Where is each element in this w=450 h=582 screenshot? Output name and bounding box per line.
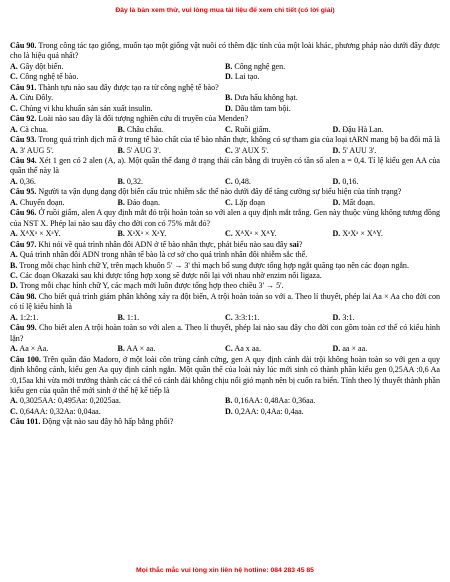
options-row (10, 396, 440, 406)
question-90 (10, 41, 440, 62)
question-number: Câu 94. (10, 155, 37, 165)
question-number: Câu 93. (10, 135, 37, 145)
option-d: D. 3:1. (332, 312, 355, 322)
option-a: A. Cừu Đôly. (10, 93, 54, 103)
statement-b: B. Trong mỗi chạc hình chữ Y, trên mạch khuôn 5' → 3' thì mạch bổ sung được tổng hợp ngắt quãng tạo nên các đoạn ngắn. (10, 260, 409, 270)
option-a: A. 3' AUG 5'. (10, 145, 54, 155)
option-b: B. 0,16AA: 0,48Aa: 0,36aa. (225, 396, 316, 406)
question-number: Câu 95. (10, 187, 37, 197)
option-a: A. XᴬXᵃ × XᵃY. (10, 229, 61, 239)
statement-d: D. Trong mỗi chạc hình chữ Y, các mạch mới luôn được tổng hợp theo chiều 3' → 5'. (10, 281, 284, 291)
question-text: Cho biết alen A trội hoàn toàn so với alen a. Theo lí thuyết, phép lai nào sau đây cho đời con gồm toàn cơ thể có kiểu hình lặn? (10, 323, 440, 343)
hotline-banner: Mọi thắc mắc vui lòng xin liên hệ hotline: 084 283 45 85 (136, 567, 314, 574)
question-text: Cho biết quá trình giảm phân không xảy ra đột biến, A trội hoàn toàn so với a. Theo lí thuyết, phép lai Aa × Aa cho đời con có tỉ lệ kiểu hình là (10, 291, 440, 312)
question-number: Câu 100. (10, 354, 41, 364)
options-row (10, 125, 440, 135)
question-99 (10, 323, 440, 344)
question-number: Câu 92. (10, 114, 37, 124)
options-row (10, 344, 440, 354)
option-d: D. Lai tạo. (225, 72, 260, 82)
option-d: D. Mất đoạn. (332, 197, 375, 207)
question-text: Trong công tác tạo giống, muốn tạo một giống vật nuôi có thêm đặc tính của một loài khác, phương pháp nào dưới đây được cho là hiệu quả nhất? (10, 41, 440, 61)
option-d: D. 0,16. (332, 176, 359, 186)
options-row (10, 93, 440, 103)
options-row (10, 104, 440, 114)
option-c: C. 3:3:1:1. (225, 312, 260, 322)
option-d: D. XᵃXᵃ × XᴬY. (332, 229, 383, 239)
option-d: D. aa × aa. (332, 344, 368, 354)
options-row (10, 146, 440, 156)
option-b: B. Công nghệ gen. (225, 61, 286, 71)
question-text: Khi nói về quá trình nhân đôi ADN ở tế bào nhân thực, phát biểu nào sau đây (36, 239, 290, 249)
options-row (10, 407, 440, 417)
option-a: A. Cà chua. (10, 124, 48, 134)
option-c: C. 0,64AA: 0,32Aa: 0,04aa. (10, 406, 101, 416)
option-a: A. 1:2:1. (10, 312, 39, 322)
question-98 (10, 292, 440, 313)
option-a: A. Chuyển đoạn. (10, 197, 65, 207)
question-number: Câu 98. (10, 291, 37, 301)
option-c: C. Chủng vi khu khuẩn sản sản xuất insulin. (10, 103, 153, 113)
question-number: Câu 91. (10, 82, 37, 92)
question-number: Câu 99. (10, 323, 37, 333)
question-text: Động vật nào sau đây hô hấp bằng phổi? (40, 417, 174, 427)
option-c: C. 3' AUX 5'. (225, 145, 269, 155)
option-c: C. Công nghệ tế bào. (10, 72, 79, 82)
option-b: B. 0,32. (117, 176, 143, 186)
option-d: D. Đậu Hà Lan. (332, 124, 384, 134)
question-93 (10, 135, 440, 145)
options-row (10, 198, 440, 208)
option-b: B. Đảo đoạn. (117, 197, 160, 207)
options-row (10, 72, 440, 82)
question-101 (10, 417, 440, 427)
option-b: B. Dưa hấu không hạt. (225, 93, 298, 103)
options-row (10, 62, 440, 72)
question-95 (10, 187, 440, 197)
question-91 (10, 83, 440, 93)
option-c: C. Aa x aa. (225, 344, 261, 354)
statement-c: C. Các đoạn Okazaki sau khi được tổng hợp xong sẽ được nối lại với nhau nhờ enzim nối ligaza. (10, 270, 322, 280)
option-c: C. Lặp đoạn (225, 197, 266, 207)
option-a: A. 0,36. (10, 176, 36, 186)
option-a: A. Aa × Aa. (10, 344, 49, 354)
question-text: Trong quá trình dịch mã ở trong tế bào chất của tế bào nhân thực, không có sự tham gia của loại tARN mang bộ ba đối mã là (36, 135, 440, 145)
option-c: C. XᴬXᵃ × XᴬY. (225, 229, 277, 239)
question-number: Câu 96. (10, 208, 37, 218)
option-a: A. 0,3025AA: 0,495Aa: 0,2025aa. (10, 396, 121, 406)
option-b: B. Châu chấu. (117, 124, 164, 134)
statement-a: A. Quá trình nhân đôi ADN trong nhân tế bào là cơ sở cho quá trình nhân đôi nhiễm sắc thể. (10, 250, 308, 260)
option-c: C. 0,48. (225, 176, 251, 186)
options-row (10, 313, 440, 323)
question-92 (10, 114, 440, 124)
question-text: Trên quần đảo Madoro, ở một loài côn trùng cánh cứng, gen A quy định cánh dài trội không hoàn toàn so với gen a quy định không cánh, kiểu gen Aa quy định cánh ngắn. Một quần thể của loài này lúc mới sinh có thành phần kiểu gen 0,25AA :0,6 Aa :0,15aa khi vừa mới trưởng thành các cá thể có cánh dài không chịu nổi gió mạnh nên bị cuốn ra biển. Tính theo lý thuyết thành phần kiểu gen của quần thể mới sinh ở thế hệ kế tiếp là (10, 354, 440, 395)
options-row (10, 229, 440, 239)
question-text: Ở ruồi giấm, alen A quy định mắt đỏ trội hoàn toàn so với alen a quy định mắt trắng. Gen này thuộc vùng không tương đồng của NST X. Phép lai nào sau đây cho đời con có 75% mắt đỏ? (10, 208, 440, 228)
question-number: Câu 101. (10, 417, 41, 427)
option-b: B. XᵃXᵃ × XᵃY. (117, 229, 167, 239)
option-a: A. Gây đột biến. (10, 61, 64, 71)
option-b: B. 5' AUG 3'. (117, 145, 161, 155)
option-b: B. AA × aa. (117, 344, 156, 354)
options-row (10, 177, 440, 187)
question-number: Câu 97. (10, 239, 37, 249)
preview-notice-banner: Đây là bản xem thử, vui lòng mua tài liệu để xem chi tiết (có lời giải) (115, 7, 335, 14)
emphasis-word: sai (289, 239, 299, 249)
option-d: D. 5' AUU 3'. (332, 145, 377, 155)
question-text: Loài nào sau đây là đối tượng nghiên cứu di truyền của Menden? (36, 114, 249, 124)
question-text: Thành tựu nào sau đây được tạo ra từ công nghệ tế bào? (36, 82, 219, 92)
question-number: Câu 90. (10, 41, 37, 50)
question-100 (10, 355, 440, 397)
option-c: C. Ruồi giấm. (225, 124, 271, 134)
option-d: D. Dâu tằm tam bội. (225, 103, 291, 113)
question-text: Xét 1 gen có 2 alen (A, a). Một quần thể đang ở trạng thái cân bằng di truyền có tần số alen a = 0,4. Tỉ lệ kiểu gen AA của quần thể này là (10, 155, 440, 176)
question-list (10, 41, 440, 428)
question-97: Câu 97. Khi nói về quá trình nhân đôi ADN ở tế bào nhân thực, phát biểu nào sau đây sai? (10, 239, 303, 249)
question-96 (10, 208, 440, 229)
option-b: B. 1:1. (117, 312, 140, 322)
question-text: Người ta vận dụng dạng đột biến cấu trúc nhiễm sắc thể nào dưới đây để tăng cường sự biểu hiện của tính trạng? (36, 187, 402, 197)
option-d: D. 0,2AA: 0,4Aa: 0,4aa. (225, 406, 304, 416)
question-94 (10, 156, 440, 177)
